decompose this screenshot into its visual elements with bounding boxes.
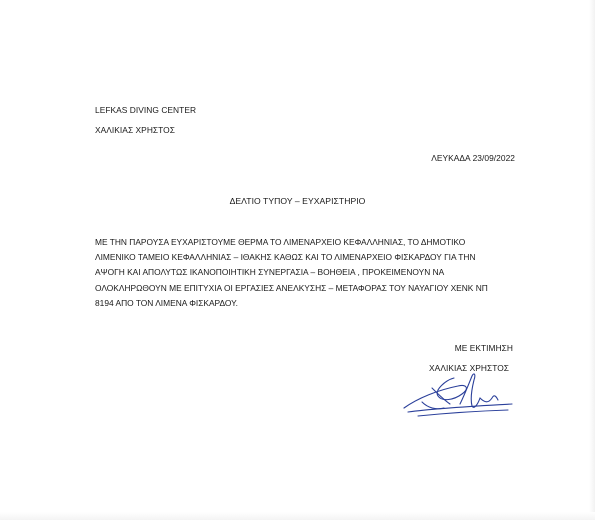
body-line: 8194 ΑΠΟ ΤΟΝ ΛΙΜΕΝΑ ΦΙΣΚΑΡΔΟΥ. [95, 297, 239, 308]
sender-person: ΧΑΛΙΚΙΑΣ ΧΡΗΣΤΟΣ [95, 125, 175, 135]
body-line: ΑΨΟΓΗ ΚΑΙ ΑΠΟΛΥΤΩΣ ΙΚΑΝΟΠΟΙΗΤΙΚΗ ΣΥΝΕΡΓΑΣΙΑ – ΒΟΗΘΕΙΑ , ΠΡΟΚΕΙΜΕΝΟΥΝ ΝΑ [95, 267, 445, 278]
body-line: ΛΙΜΕΝΙΚΟ ΤΑΜΕΙΟ ΚΕΦΑΛΛΗΝΙΑΣ – ΙΘΑΚΗΣ ΚΑΘΩΣ ΚΑΙ ΤΟ ΛΙΜΕΝΑΡΧΕΙΟ ΦΙΣΚΑΡΔΟΥ ΓΙΑ ΤΗΝ [95, 252, 476, 263]
body-line: ΜΕ ΤΗΝ ΠΑΡΟΥΣΑ ΕΥΧΑΡΙΣΤΟΥΜΕ ΘΕΡΜΑ ΤΟ ΛΙΜΕΝΑΡΧΕΙΟ ΚΕΦΑΛΛΗΝΙΑΣ, ΤΟ ΔΗΜΟΤΙΚΟ [95, 237, 466, 247]
letter-body [95, 235, 535, 311]
body-line: ΟΛΟΚΛΗΡΩΘΟΥΝ ΜΕ ΕΠΙΤΥΧΙΑ ΟΙ ΕΡΓΑΣΙΕΣ ΑΝΕΛΚΥΣΗΣ – ΜΕΤΑΦΟΡΑΣ ΤΟΥ ΝΑΥΑΓΙΟΥ ΧΕΝΚ ΝΠ [95, 282, 488, 293]
sender-organization: LEFKAS DIVING CENTER [95, 105, 197, 115]
closing-regards: ΜΕ ΕΚΤΙΜΗΣΗ [454, 343, 513, 353]
handwritten-signature-icon [398, 368, 518, 420]
signer-name: ΧΑΛΙΚΙΑΣ ΧΡΗΣΤΟΣ [429, 363, 509, 373]
scan-edge-bottom [0, 512, 595, 520]
place-date: ΛΕΥΚΑΔΑ 23/09/2022 [431, 153, 515, 163]
scan-edge-right [589, 0, 595, 520]
letter-subject: ΔΕΛΤΙΟ ΤΥΠΟΥ – ΕΥΧΑΡΙΣΤΗΡΙΟ [229, 196, 366, 206]
